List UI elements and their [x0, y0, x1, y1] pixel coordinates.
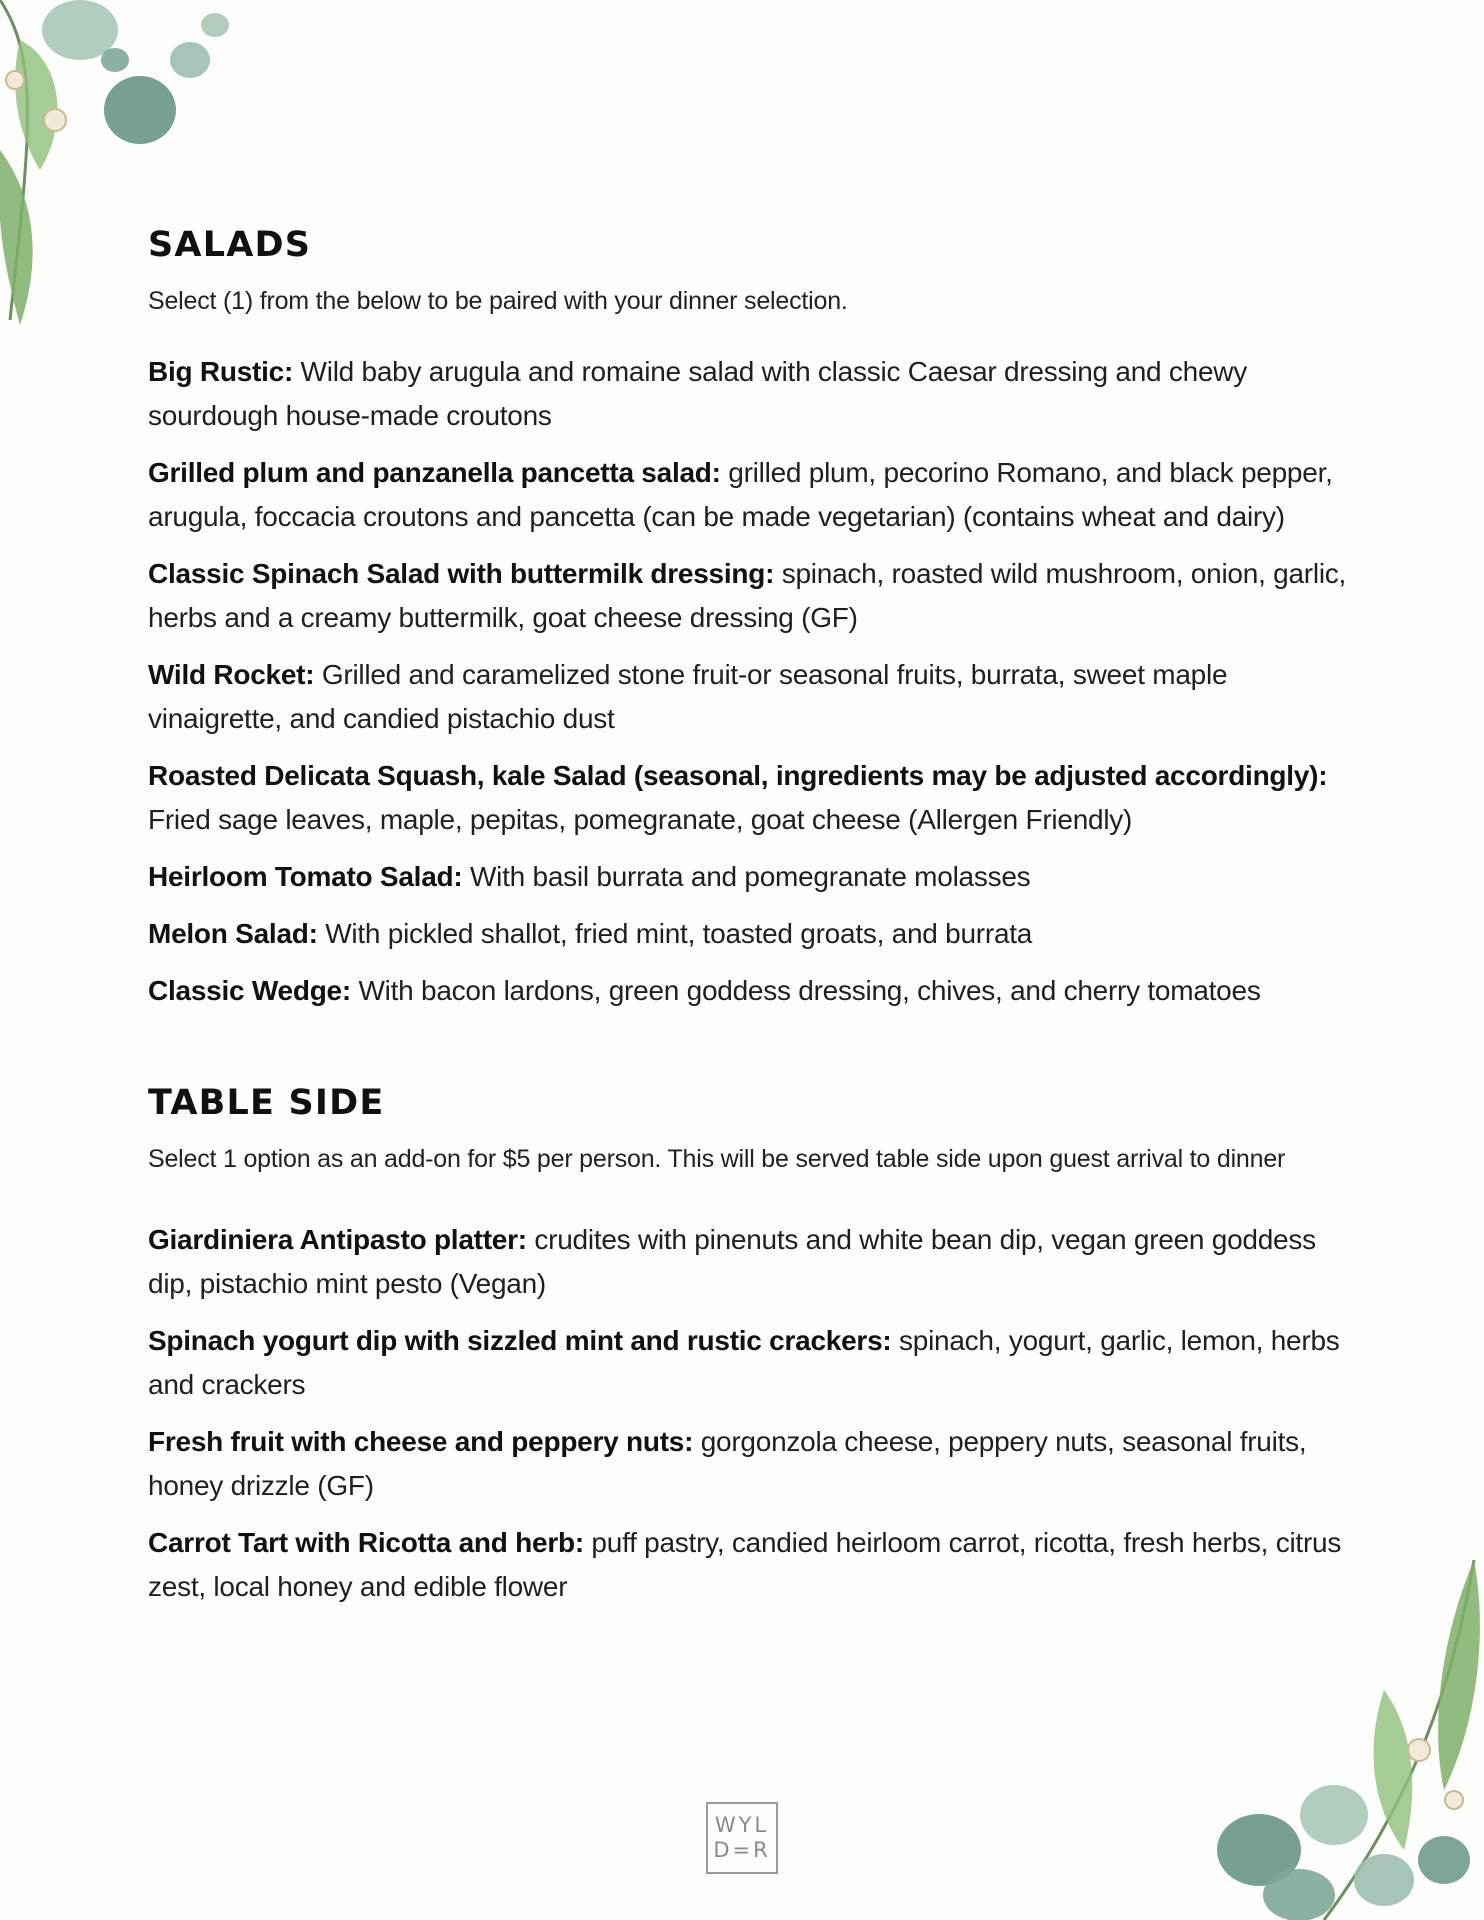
table-side-heading: TABLE SIDE	[148, 1083, 385, 1123]
menu-item-name: Big Rustic:	[148, 356, 294, 387]
menu-item-description: Grilled and caramelized stone fruit-or seasonal fruits, burrata, sweet maple vinaigrette, and candied pistachio dust	[148, 659, 1228, 734]
menu-item	[148, 451, 1348, 539]
salads-heading: SALADS	[148, 225, 312, 265]
menu-item	[148, 1218, 1348, 1306]
menu-item-name: Wild Rocket:	[148, 659, 315, 690]
salads-intro: Select (1) from the below to be paired with your dinner selection.	[148, 287, 848, 315]
menu-item	[148, 855, 1348, 899]
salads-section	[148, 225, 1348, 1013]
menu-item-name: Heirloom Tomato Salad:	[148, 861, 463, 892]
menu-item-description: spinach, yogurt, garlic, lemon, herbs and crackers	[148, 1325, 1340, 1400]
menu-item-name: Fresh fruit with cheese and peppery nuts:	[148, 1426, 694, 1457]
menu-item-description: puff pastry, candied heirloom carrot, ricotta, fresh herbs, citrus zest, local honey and edible flower	[148, 1527, 1342, 1602]
logo-line-1: WYL	[714, 1813, 770, 1837]
menu-item	[148, 754, 1348, 842]
menu-item-name: Melon Salad:	[148, 918, 318, 949]
menu-item-name: Roasted Delicata Squash, kale Salad (seasonal, ingredients may be adjusted accordingly):	[148, 760, 1328, 791]
menu-item-name: Classic Wedge:	[148, 975, 351, 1006]
logo-line-2: D=R	[713, 1838, 771, 1862]
menu-item	[148, 1521, 1348, 1609]
menu-item-description: gorgonzola cheese, peppery nuts, seasonal fruits, honey drizzle (GF)	[148, 1426, 1307, 1501]
menu-item	[148, 552, 1348, 640]
menu-item-name: Classic Spinach Salad with buttermilk dressing:	[148, 558, 775, 589]
menu-item	[148, 912, 1348, 956]
menu-item	[148, 1420, 1348, 1508]
menu-item	[148, 1319, 1348, 1407]
menu-content	[148, 225, 1348, 1622]
menu-item-description: spinach, roasted wild mushroom, onion, garlic, herbs and a creamy buttermilk, goat cheese dressing (GF)	[148, 558, 1347, 633]
menu-item-description: crudites with pinenuts and white bean dip, vegan green goddess dip, pistachio mint pesto (Vegan)	[148, 1224, 1316, 1299]
menu-item-description: Fried sage leaves, maple, pepitas, pomegranate, goat cheese (Allergen Friendly)	[148, 804, 1133, 835]
menu-item-name: Giardiniera Antipasto platter:	[148, 1224, 527, 1255]
menu-item-description: With bacon lardons, green goddess dressing, chives, and cherry tomatoes	[350, 975, 1261, 1006]
menu-item	[148, 653, 1348, 741]
table-side-intro: Select 1 option as an add-on for $5 per person. This will be served table side upon guest arrival to dinner	[148, 1145, 1286, 1173]
menu-item	[148, 350, 1348, 438]
menu-item-name: Spinach yogurt dip with sizzled mint and rustic crackers:	[148, 1325, 892, 1356]
table-side-section	[148, 1083, 1348, 1609]
menu-item-name: Carrot Tart with Ricotta and herb:	[148, 1527, 584, 1558]
menu-item-name: Grilled plum and panzanella pancetta salad:	[148, 457, 721, 488]
menu-item	[148, 969, 1348, 1013]
wylder-logo	[706, 1802, 778, 1874]
menu-item-description: With basil burrata and pomegranate molasses	[462, 861, 1031, 892]
menu-item-description: Wild baby arugula and romaine salad with classic Caesar dressing and chewy sourdough house-made croutons	[148, 356, 1247, 431]
menu-item-description: With pickled shallot, fried mint, toasted groats, and burrata	[317, 918, 1033, 949]
menu-item-description: grilled plum, pecorino Romano, and black pepper, arugula, foccacia croutons and pancetta (can be made vegetarian) (contains wheat and dairy)	[148, 457, 1333, 532]
